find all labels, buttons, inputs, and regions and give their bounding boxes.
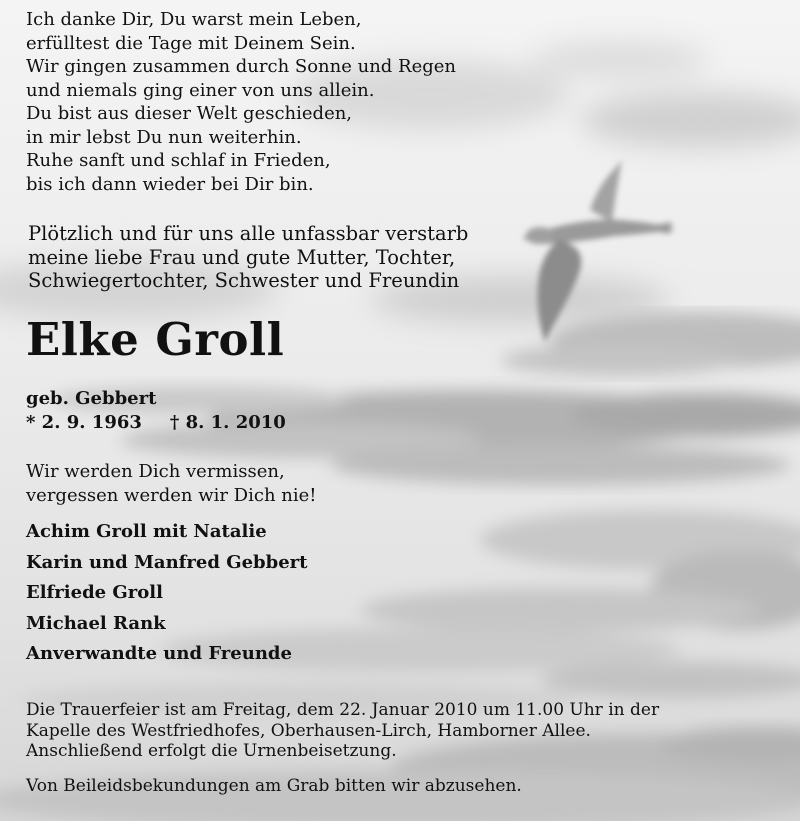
announcement-line: Schwiegertochter, Schwester und Freundin <box>28 269 460 292</box>
farewell-line: vergessen werden wir Dich nie! <box>26 485 317 506</box>
poem-line: bis ich dann wieder bei Dir bin. <box>26 173 314 195</box>
mourner-name: Michael Rank <box>26 612 166 634</box>
mourner-name: Karin und Manfred Gebbert <box>26 551 308 573</box>
poem-line: und niemals ging einer von uns allein. <box>26 79 375 101</box>
funeral-service-info <box>26 700 659 762</box>
service-line: Kapelle des Westfriedhofes, Oberhausen-Lirch, Hamborner Allee. <box>26 720 591 741</box>
poem-line: Du bist aus dieser Welt geschieden, <box>26 103 353 124</box>
mourners-list <box>26 517 307 670</box>
announcement-line: Plötzlich und für uns alle unfassbar verstarb <box>28 222 469 245</box>
death-date: † 8. 1. 2010 <box>169 412 286 433</box>
poem-line: Wir gingen zusammen durch Sonne und Regen <box>26 56 457 77</box>
mourner-name: Elfriede Groll <box>26 582 163 603</box>
birth-name: geb. Gebbert <box>26 388 157 409</box>
service-line: Anschließend erfolgt die Urnenbeisetzung. <box>26 741 397 761</box>
mourner-name: Achim Groll mit Natalie <box>26 521 267 542</box>
poem-line: in mir lebst Du nun weiterhin. <box>26 126 302 148</box>
farewell-text <box>26 460 317 508</box>
poem-line: erfülltest die Tage mit Deinem Sein. <box>26 32 356 54</box>
mourner-name: Anverwandte und Freunde <box>26 643 292 664</box>
poem-line: Ruhe sanft und schlaf in Frieden, <box>26 150 331 171</box>
life-dates <box>26 411 286 434</box>
poem-line: Ich danke Dir, Du warst mein Leben, <box>26 9 362 30</box>
death-announcement <box>28 222 468 293</box>
birth-date: * 2. 9. 1963 <box>26 412 142 433</box>
announcement-line: meine liebe Frau und gute Mutter, Tochter, <box>28 245 456 269</box>
condolence-note: Von Beileidsbekundungen am Grab bitten wir abzusehen. <box>26 776 522 796</box>
farewell-line: Wir werden Dich vermissen, <box>26 461 285 482</box>
deceased-name: Elke Groll <box>26 313 285 366</box>
poem <box>26 8 456 196</box>
service-line: Die Trauerfeier ist am Freitag, dem 22. Januar 2010 um 11.00 Uhr in der <box>26 700 660 720</box>
